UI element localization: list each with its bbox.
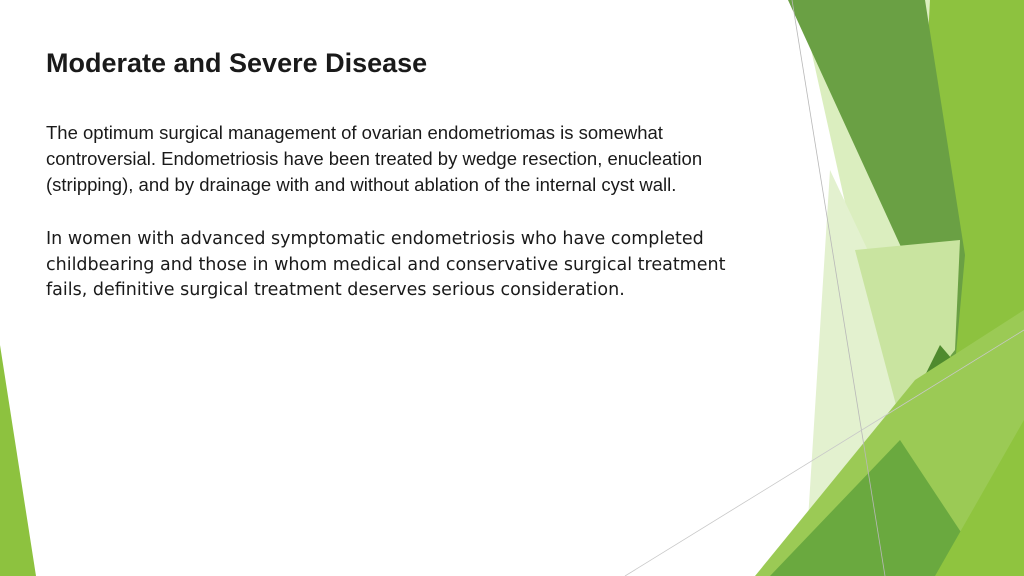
body-paragraph-1: The optimum surgical management of ovarian endometriomas is somewhat controversial. Endometriosis have been treated by wedge resection, enucleation (stripping), and by drainage with and without ablation of the internal cyst wall. bbox=[46, 122, 703, 195]
left-edge-facet bbox=[0, 345, 36, 576]
slide-title: Moderate and Severe Disease bbox=[46, 48, 428, 78]
body-paragraph-2: In women with advanced symptomatic endometriosis who have completed childbearing and those in whom medical and conservative surgical treatment fails, definitive surgical treatment deserves serious consideration. bbox=[46, 229, 726, 300]
